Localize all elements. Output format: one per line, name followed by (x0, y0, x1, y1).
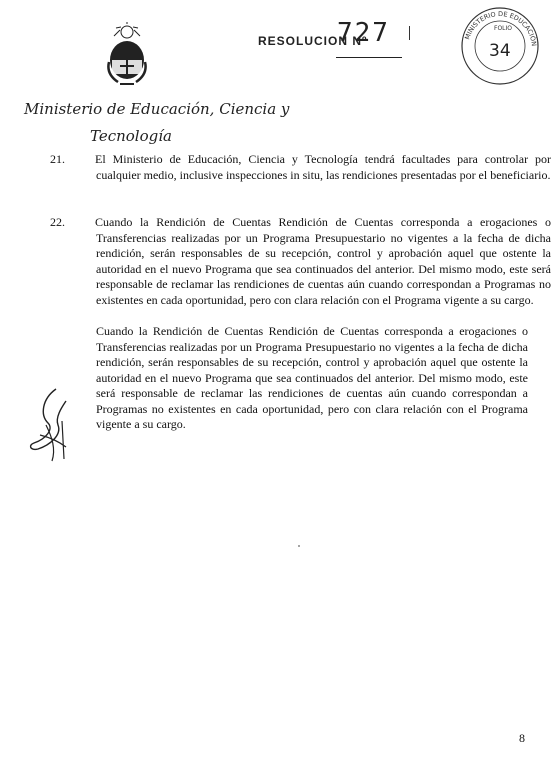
stamp-folio-number: 34 (489, 41, 511, 61)
paragraph-21-text: El Ministerio de Educación, Ciencia y Tecnología tendrá facultades para controlar por cualquier medio, inclusive inspecciones in situ, las rendiciones presentadas por el beneficiario. (95, 152, 551, 182)
resolucion-mark (409, 26, 410, 40)
scan-speck (298, 545, 300, 547)
national-emblem-icon (104, 22, 150, 88)
paragraph-21 (50, 152, 551, 183)
paragraph-22 (50, 215, 551, 308)
resolucion-label: RESOLUCION Nº (258, 34, 368, 48)
ministry-line-2: Tecnología (90, 127, 172, 145)
resolucion-number: 727 (337, 18, 390, 48)
stamp-top-text: MINISTERIO DE EDUCACIÓN (463, 9, 539, 47)
folio-stamp (458, 4, 542, 86)
ministry-name (24, 96, 289, 150)
paragraph-continuation (96, 324, 528, 433)
ministry-line-1: Ministerio de Educación, Ciencia y (24, 100, 290, 118)
paragraph-continuation-text: Cuando la Rendición de Cuentas Rendición de Cuentas corresponda a erogaciones o Transferencias realizadas por un Programa Presupuestario no vigentes a la fecha de dicha rendición, serán responsables de su recepción, control y aprobación aquel que ostente la autoridad en el nuevo Programa que sea continuados del anterior. Del mismo modo, este será responsable de reclamar las rendiciones de cuentas aún cuando correspondan a Programas no existentes en cada oportunidad, pero con clara relación con el Programa vigente a su cargo. (96, 324, 528, 431)
paragraph-22-text: Cuando la Rendición de Cuentas Rendición de Cuentas corresponda a erogaciones o Transferencias realizadas por un Programa Presupuestario no vigentes a la fecha de dicha rendición, serán responsables de su recepción, control y aprobación aquel que ostente la autoridad en el nuevo Programa que sea continuados del anterior. Del mismo modo, este será responsable de reclamar las rendiciones de cuentas aún cuando correspondan a Programas no existentes en cada oportunidad, pero con clara relación con el Programa vigente a su cargo. (95, 215, 551, 307)
page-number: 8 (519, 731, 525, 745)
stamp-folio-label: FOLIO (494, 25, 513, 32)
resolucion-underline (336, 57, 402, 58)
handwritten-signature (22, 385, 80, 465)
paragraph-22-number: 22. (50, 215, 65, 229)
paragraph-21-number: 21. (50, 152, 65, 166)
